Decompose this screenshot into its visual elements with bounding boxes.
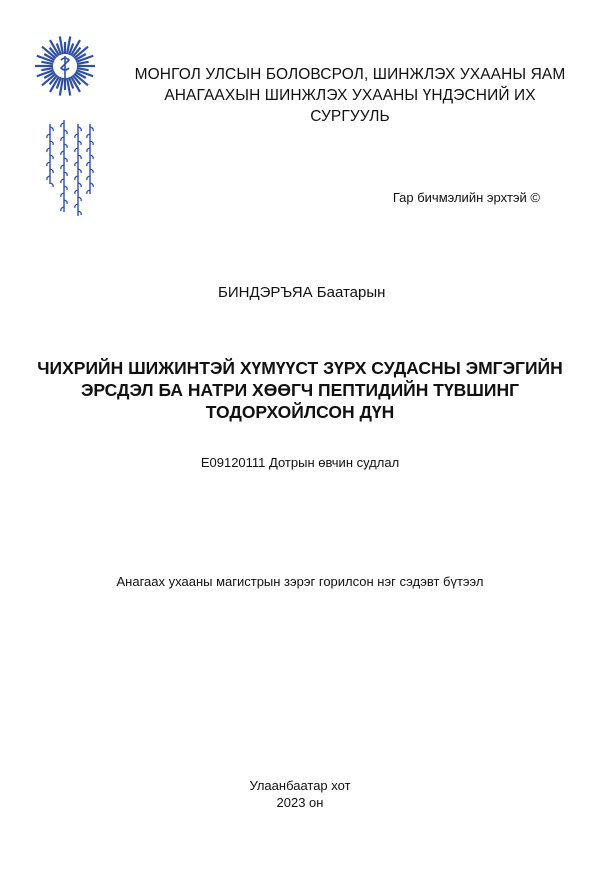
institution-header [130,64,570,127]
title-line: ЭРСДЭЛ БА НАТРИ ХӨӨГЧ ПЕПТИДИЙН ТҮВШИНГ [80,380,520,400]
city: Улаанбаатар хот [249,778,351,793]
author-name: БИНДЭРЪЯА Баатарын [218,284,386,301]
university-name: АНАГААХЫН ШИНЖЛЭХ УХААНЫ ҮНДЭСНИЙ ИХ СУРГУУЛЬ [164,87,536,125]
year: 2023 он [276,795,324,810]
specialty-code: E09120111 Дотрын өвчин судлал [200,455,400,470]
thesis-title [20,357,580,423]
script-column [87,124,93,194]
title-line: ЧИХРИЙН ШИЖИНТЭЙ ХҮМҮҮСТ ЗҮРХ СУДАСНЫ ЭМГЭГИЙН [37,358,563,378]
title-line: ТОДОРХОЙЛСОН ДҮН [205,402,395,422]
university-emblem-icon [20,36,110,236]
place-and-year [0,777,600,811]
university-logo [20,36,110,236]
copyright-notice: Гар бичмэлийн эрхтэй © [392,190,540,205]
script-column [47,124,53,187]
degree-statement: Анагаах ухааны магистрын зэрэг горилсон нэг сэдэвт бүтээл [116,574,484,589]
ministry-name: МОНГОЛ УЛСЫН БОЛОВСРОЛ, ШИНЖЛЭХ УХААНЫ ЯАМ [134,66,566,83]
